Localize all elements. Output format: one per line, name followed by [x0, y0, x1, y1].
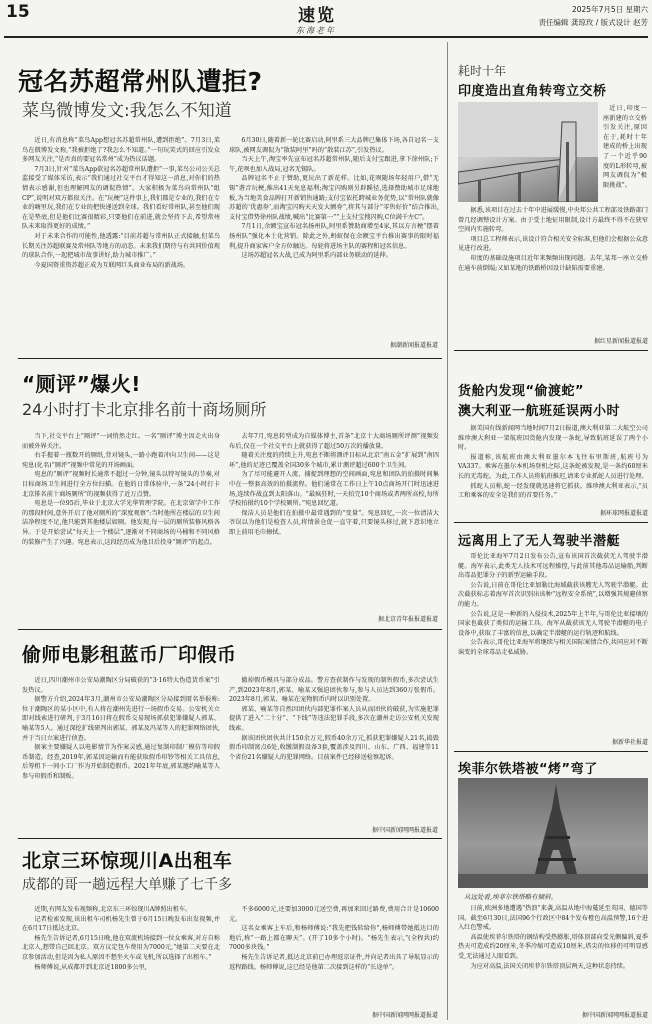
story5-kicker: 耗时十年 — [458, 64, 507, 78]
story3-paragraph: 郭某、喻某等自然因团伙内部犯罪作案人员从而团伙的破获,为实施犯罪提供了进入“二十分”、“下线”等违法犯罪手段,多次在潮州走访公安机关发现线索。 — [229, 705, 439, 732]
story8-body — [458, 904, 648, 971]
editor-credits: 责任编辑 龚琼玫 / 版式设计 赵芳 — [538, 18, 648, 27]
story2-subtitle: 24小时打卡北京排名前十商场厕所 — [22, 400, 267, 419]
bridge-illustration — [458, 102, 598, 202]
story2-credit: 据北京青年报报道报道 — [377, 616, 438, 623]
story2-paragraph: 右手握着一瓶数开的厕纸,背对镜头,一路小跑着冲向卫生间——这是宛息(化名)“厕评”视频中常见的开场画面。 — [22, 452, 220, 469]
story1-paragraph: 6月30日,随着新一轮比赛启动,阿里系三大品牌已集体下场,各自冠名一支球队,被网友调侃为“散装阿里”吗的“散装江苏”,引发热议。 — [229, 137, 439, 154]
page-header — [0, 0, 652, 38]
story2-paragraph: 为了尽可能避开人流、捕捉到理想的空间画面,宛息和团队的拍摄时间集中在一整套高效的拍摄流程。他们通常在工作日上午10点商场开门时迅速进场,连续作战直到太阳落山。“最疯狂时,一天拍完10个商场或者两所高校,每所学校拍摄约10个学校厕所。”宛息回忆道。 — [229, 471, 439, 508]
story4-paragraph: 杨先生告诉记者,6月15日晚,他在双流机场接到一位女乘客,对方自称北京人,想带自己回北京。双方议定包车费用为7000元,“她第二天要在北京参加活动,但是因为私人原因不想坐火车或飞机,所以选择了出租车。” — [22, 934, 220, 961]
divider — [454, 350, 648, 351]
story4-subtitle: 成都的哥一趟远程大单赚了七千多 — [22, 877, 232, 893]
story6-paragraph: 抓蛇人员称,蛇一经发现就迅速将它抓获。维珍澳大利亚表示,“员工和乘客的安全是我们的首要任务。” — [458, 482, 648, 500]
story7-paragraph: 公告说,这是一种新的入侵技术,2025年上半年,与哥伦比亚接壤的国家也截获了类似的运输工具。海军从截获该无人驾驶半潜艇的电子设备中,获取了丰富的信息,以确定半潜艇的运行轨迹和航线。 — [458, 610, 648, 637]
story4-paragraph: 杨师傅说,从成都开到北京近1800多公里, — [34, 963, 147, 971]
photo-caption: 从远处看,埃菲尔铁塔略有倾斜。 — [464, 893, 558, 901]
story4-left-column — [22, 905, 220, 972]
story6-body — [458, 424, 648, 501]
story1-paragraph: 这场苏超冠名大战,已成为阿里系内部业务联动的延伸。 — [241, 252, 392, 260]
story1-paragraph: 7月3日,针对“菜鸟App欲冠名苏超常州队遭拒”一事,菜鸟公司公关总监接受了媒体采访,表示“我们通过社交平台才得知这一消息,对你们的热情表示感谢,但也理解网友的调侃热情”。大家积极为菜鸟向常州队“组CP”,说明对双方都很关注。在“玩梗”这件事上,我们都是专业的,我们在专业的嗨里玩,我们在专业的把快递送到全球。我们看好常州队,甚至他们现在是垫底,但是他们比赛很精彩,只要他们在前进,就会坚持下去,希望常州队未来取得更好的成绩。” — [22, 165, 220, 231]
story3-paragraph: 据警方介绍,2024年3月,潮州市公安局潮陶区分局接到匿名举报称:位于潮陶区的某小区中,有人将在潮州先进行一场假币交易。公安机关立即对线索进行研判,于3月16日将在假币交易现场抓获犯罪嫌疑人郭某、喻某等5人。通过深挖扩线研判出郭某、郭某及冯某等人的犯罪网络团伙,并于当日立案进行侦查。 — [22, 696, 220, 742]
divider — [18, 358, 442, 359]
story3-title: 偷师电影租蓝币厂印假币 — [22, 644, 237, 666]
story8-title: 埃菲尔铁塔被“烤”弯了 — [458, 762, 598, 777]
story1-subtitle: 菜鸟微博发文:我怎么不知道 — [22, 101, 232, 121]
story6-title: 货舱内发现“偷渡蛇” — [458, 384, 585, 399]
story8-credit: 据中国新闻网网报道报道 — [581, 1012, 648, 1019]
story2-paragraph: 保洁人员是他们在拍摄中最常遇到的“变量”。宛息回忆,一次一位清洁大爷误以为他们是检查人员,将情景仓促一直守着,只要镜头移过,就下意识地立即上前用毛巾擦拭。 — [229, 509, 439, 536]
column-separator — [447, 42, 448, 1020]
divider — [454, 522, 648, 523]
story8-paragraph: 高温使埃菲尔铁塔的钢结构受热膨胀,塔体顶部向受光侧偏斜,夏季热天可造成约20厘米,冬季冷缩可造成10厘米,塔尖的位移仍可明显感受,无法通过人眼看到。 — [458, 933, 648, 960]
header-rule — [4, 36, 648, 38]
story2-title: “厕评”爆火! — [22, 372, 141, 396]
story3-paragraph: 据该团伙团伙共计150余万元,假币40余万元,抓获犯罪嫌疑人21名,捣毁假币印制窝点6处,收缴制假设备3套,覆盖涉及四川、山东、广西、福建等11个省份21名嫌疑人的犯罪网络。目前案件已经移送检察起诉。 — [229, 734, 439, 761]
story1-title: 冠名苏超常州队遭拒? — [18, 67, 263, 96]
issue-date: 2025年7月5日 星期六 — [571, 5, 648, 14]
story5-paragraph: 印度的基础设施项目近年来频频出现问题。去年,某邦一座立交桥在通车前倒塌;又如某地的铁路桥因设计缺陷需要重建。 — [458, 254, 648, 272]
story3-right-column — [229, 676, 439, 762]
story4-right-column — [229, 905, 439, 972]
story3-paragraph: 据案主要嫌疑人以电影情节为作案灵感,通过复制印制厂模仿等印假币制造。经查,2019年,郭某因运输而有能获取假币印钞等相关工具信息,后筹租下一间小工厂作为开始制造假币。2021年年底,郭某邀约喻某等人参与印假币和制贩。 — [22, 744, 220, 780]
story3-credit: 据中国新闻网网报道报道 — [371, 827, 438, 834]
story7-paragraph: 公告表示,哥伦比亚海军将继续与相关国际案情合作,共同应对不断演变的全球毒品走私威胁。 — [458, 639, 648, 656]
story5-paragraph: 项目总工程师表示,该设计符合相关安全标准,但他们会根据公众意见进行改进。 — [458, 235, 648, 253]
story2-right-column — [229, 432, 439, 538]
divider — [18, 629, 442, 630]
story4-paragraph: 记者检索发现,该出租车司机杨先生曾于6月15日晚发布出发视频,并在6月17日抵达北京。 — [22, 915, 220, 933]
story7-credit: 据新华社报道 — [611, 739, 648, 746]
story2-paragraph: 随着关注度的持续上升,宛息不断将测评目标从北京“南五金”扩展到“南四环”,他的足迹已覆盖全国30多个城市,累计测评超过600个卫生间。 — [229, 452, 439, 469]
divider — [18, 838, 442, 839]
story2-paragraph: 宛息的“厕评”视频时长通常不超过一分钟,镜头以特写镜头的节奏,对目标商场卫生间进行全方位扫描。在他的日常体验中,一条“24小时打卡北京排名前十商场厕所”的视频获得了近万点赞。 — [22, 471, 220, 498]
story6-credit: 据环球网报道报道 — [599, 510, 648, 517]
story1-right-column — [229, 136, 439, 261]
story1-left-column — [22, 136, 220, 270]
story5-paragraph: 据悉,该项目在过去十年中进展缓慢,中央邦公共工程部及铁路部门曾几经调整设计方案。由于受土地征用限制,设计方最终不得不在狭窄空间内实施转弯。 — [458, 207, 648, 234]
story5-body — [458, 206, 648, 273]
section-subtitle-badge: 东海老年 — [296, 26, 336, 35]
bridge-photo — [458, 102, 598, 202]
story8-paragraph: 为应对高温,法国关闭埃菲尔铁塔顶层两天,这种状态持续。 — [470, 962, 630, 970]
story1-paragraph: 品牌冠名不止于赞助,更玩出了新花样。比如,花呗随场年轻用户,借“无锡”谐音玩梗,推出41天免息福利;淘宝闪购则另辟蹊径,选择赞助城市足球地板,为当地美食品牌打开新销售通路;支付宝依托跨城业务优势,以“常州队就像苏超的‘优惠券’,而淘宝闪购天天发大额券”,将其与部分“零售好价”结合推出,支付宝借势徐州队战绩,喊出“比赛第一”“上支付宝搜闪购,C位满千左C”。 — [229, 175, 439, 221]
story7-paragraph: 公告说,日前在哥伦比亚加勒比海域截获该艘无人驾驶半潜艇。此次截获标志着海军首次识别出该种“远程安全系统”,以增强其规避侦察的能力。 — [458, 581, 648, 608]
story2-paragraph: 去年7月,宛息转型成为自媒体博主,首条“北京十大商场厕所评测”视频发布后,仅在一个社交平台上就获得了超过50万次的播放量。 — [229, 433, 439, 450]
story4-paragraph: 近期,有网友发布视频称,北京东三环惊现川A牌照出租车。 — [34, 906, 192, 913]
divider — [454, 751, 648, 752]
story1-paragraph: 今夏国资重资苏超正成为互联网巨头商业布局的新战场。 — [34, 261, 190, 269]
story5-paragraph: 近日,印度一座新建的立交桥引发关注,原因在于,耗时十年建成的桥上出现了一个近乎90度的L形转弯,被网友调侃为“极限挑战”。 — [603, 105, 647, 189]
story2-paragraph: 当下,社交平台上“厕评”一词悄然走红。一名“厕评”博主因走火出身而被外界关注。 — [22, 433, 220, 450]
story5-title: 印度造出直角转弯立交桥 — [458, 84, 607, 99]
story8-paragraph: 日前,欧洲多地遭遇“热浪”来袭,高温从地中海蔓延至英国、德国等国。截至6月30日,法国96个行政区中84个发布橙色高温预警,16个进入红色警戒。 — [458, 905, 648, 932]
story3-paragraph: 近日,四川潮州市公安局潮陶区分局破获的“3·16特大伪造货币案”引发热议。 — [22, 677, 220, 694]
story6-paragraph: 据美国有线新闻网当地时间7月2日报道,澳大利亚第二大航空公司维珍澳大利亚一架航班因货舱内发现一条蛇,导致航班延误了两个小时。 — [458, 425, 648, 452]
story2-left-column — [22, 432, 220, 547]
story5-credit: 据红星新闻报道报道 — [593, 338, 648, 345]
story4-paragraph: 这名女乘客上车后,和杨师傅说:“我先把钱转给你”,杨师傅带她抵达目的地后,称“一路上都在聊天”。(开了10多个小时)。“杨先生表示,“(全程共)约7000多块钱。” — [229, 925, 439, 952]
story7-title: 远离用上了无人驾驶半潜艇 — [458, 534, 621, 549]
story7-paragraph: 哥伦比亚海军7月2日发布公告,宣布该国首次截获无人驾驶半潜艇。海军表示,此类无人技术可远程操控,与此前其他毒品运输船,判断出毒品犯罪分子的新型运输手段。 — [458, 553, 648, 580]
eiffel-tower-illustration — [458, 778, 648, 888]
story4-credit: 据中国新闻网网报道报道 — [371, 1012, 438, 1019]
section-title: 速览 — [298, 6, 336, 26]
story4-paragraph: 不多6000元,还要加3000元送空费,再加来回过路费,费用合计是10600元。 — [229, 906, 439, 923]
story5-side-text — [603, 104, 647, 190]
story1-credit: 据潮新闻报道报道 — [389, 342, 438, 349]
story3-paragraph: 撤掉假币模具与部分成品。警方查获制作与发现的制售假币,多次尝试生产,到2023年8月,郭某、喻某又强迫团伙参与,参与人员达到360万张假币。2023年8月,郭某、喻某在宠物假币内时以识别处置。 — [229, 677, 439, 704]
story1-paragraph: 当天上午,淘宝率先宣布冠名苏超常州队,随后支付宝跟进,拿下徐州队;下午,花呗也加入战局,冠名无锡队。 — [229, 156, 439, 173]
story2-paragraph: 宛息是一位95后,毕业于北京大学光华管理学院。在北京留学中工作的那段时间,意外开启了他对厕所的“深度观察”:当时他所在楼层的卫生间洁净程度不足,他只能到其他楼层如厕。他发现,每一层的厕所装修风格各异。于是开始尝试“每天上一个楼层”,逐渐对不同商场的马桶和不同风格的装修产生了兴趣。宛息表示,这段经历成为他目后投身“厕评”的起点。 — [22, 500, 220, 546]
story1-paragraph: 7月1日,余额宝宣布冠名扬州队,阿里系赞助商增至4家,其以方言梗“摆着扬州队”强化本土化营销。除此之外,蚂蚁保在余额宝平台推出赛事的限时福利,提升商家客户全方位触达。每轮将进场主队的赛程和冠名信息。 — [229, 223, 439, 250]
story4-title: 北京三环惊现川A出租车 — [22, 850, 233, 872]
eiffel-photo — [458, 778, 648, 888]
story6-title-line2: 澳大利亚一航班延误两小时 — [458, 404, 621, 419]
story3-left-column — [22, 676, 220, 782]
story1-paragraph: 对于未来合作的可能性,他透露:“目前苏超与常州队正式接触,但菜鸟长期关注苏超联赛及常州队等地方的动态。未来我们期待与有共同价值观的球队合作,一起把城市故事讲好,助力城市推广。” — [22, 232, 220, 260]
story1-paragraph: 近日,有消息称“菜鸟App想冠名苏超常州队,遭到拒绝”。7月3日,菜鸟在微博发文称,“我被拒绝了?我怎么不知道。”一句玩笑式的回应引发众多网友关注,“是否真的要冠名常州”成为热议话题。 — [22, 137, 220, 164]
story7-body — [458, 552, 648, 658]
page-number: 15 — [6, 2, 30, 22]
story6-paragraph: 报道称,该航班由澳大利亚墨尔本飞往布里斯班,航班号为VA337。乘客在墨尔本机场登机之际,这条蛇被发现,是一条约60厘米长的无毒蛇。为此,工作人员将航班推迟,请来专业抓蛇人员进行处理。 — [458, 453, 648, 480]
story4-paragraph: 杨先生告诉记者,抵达北京前已办理返京证件,并向记者出具了导航显示的返程路线。杨师傅说,这已经是他第二次接到这样的“长途单”。 — [229, 953, 439, 971]
